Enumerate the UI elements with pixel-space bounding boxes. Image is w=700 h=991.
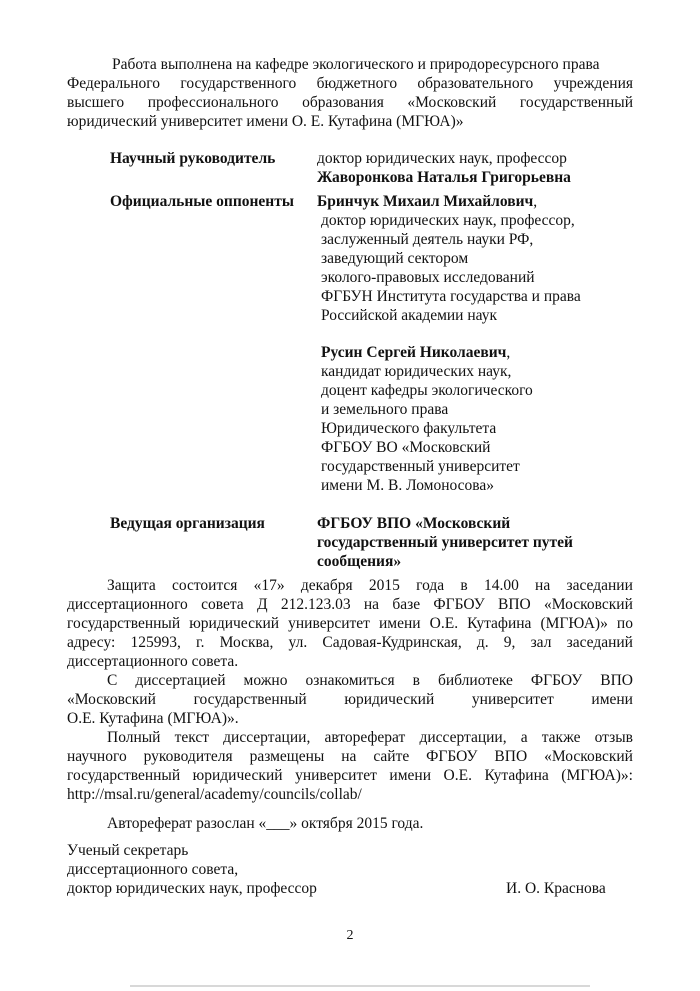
- word: «Московский: [544, 748, 633, 765]
- word: размещены: [249, 748, 325, 765]
- word: профессионального: [147, 94, 279, 111]
- opponent-1-line: заслуженный деятель науки РФ,: [321, 231, 534, 248]
- word: сайте: [373, 748, 410, 765]
- word: имени: [379, 615, 421, 632]
- leading-org-line: сообщения»: [317, 553, 402, 570]
- supervisor-label: Научный руководитель: [110, 150, 276, 167]
- opponent-2-name-suffix: ,: [506, 344, 511, 361]
- word: Полный: [107, 729, 161, 746]
- word: ФГБОУ: [433, 596, 485, 613]
- word: диссертационного: [67, 596, 188, 613]
- fulltext-line: [67, 749, 633, 765]
- word: ВПО: [494, 748, 528, 765]
- defense-line: [67, 597, 633, 613]
- supervisor-name: Жаворонкова Наталья Григорьевна: [317, 169, 571, 186]
- word: университет: [295, 767, 377, 784]
- word: зал: [530, 634, 552, 651]
- word: в: [412, 672, 420, 689]
- opponent-2-line: Юридического факультета: [321, 420, 497, 437]
- word: в: [460, 577, 468, 594]
- word: ФГБОУ: [426, 748, 478, 765]
- word: библиотеке: [437, 672, 513, 689]
- word: диссертацией: [135, 672, 226, 689]
- library-line: О.Е. Кутафина (МГЮА)».: [67, 710, 239, 727]
- word: научного: [67, 748, 127, 765]
- word: О.Е.: [443, 767, 472, 784]
- word: университет: [288, 615, 370, 632]
- opponent-2-line: кандидат юридических наук,: [321, 363, 512, 380]
- word: «Московский: [544, 596, 633, 613]
- word: (МГЮА)»: [540, 615, 608, 632]
- word: декабря: [300, 577, 353, 594]
- word: ул.: [288, 634, 308, 651]
- sent-suffix: » октября 2015 года.: [289, 815, 424, 832]
- word: имени: [389, 767, 431, 784]
- word: на: [535, 577, 551, 594]
- word: заседаний: [566, 634, 633, 651]
- word: «Московский: [407, 94, 497, 111]
- secretary-line: доктор юридических наук, профессор: [67, 880, 317, 897]
- word: «Московский: [67, 691, 156, 708]
- fulltext-line: [67, 768, 633, 784]
- word: можно: [243, 672, 288, 689]
- word: 125993,: [130, 634, 181, 651]
- library-line: [67, 692, 633, 708]
- word: диссертации,: [223, 729, 311, 746]
- word: 2015: [368, 577, 400, 594]
- leading-org-line: ФГБОУ ВПО «Московский: [317, 515, 511, 532]
- word: (МГЮА)»:: [561, 767, 633, 784]
- word: Кутафина: [467, 615, 532, 632]
- word: бюджетного: [316, 75, 398, 92]
- word: на: [363, 596, 380, 613]
- opponent-2-line: и земельного права: [321, 401, 449, 418]
- word: ВПО: [497, 596, 531, 613]
- defense-line: [67, 616, 633, 632]
- word: юридический: [344, 691, 435, 708]
- word: 14.00: [483, 577, 519, 594]
- word: ознакомиться: [305, 672, 395, 689]
- secretary-line: диссертационного совета,: [67, 861, 239, 878]
- word: имени: [591, 691, 633, 708]
- word: года: [416, 577, 445, 594]
- word: О.Е.: [429, 615, 459, 632]
- intro-line: юридический университет имени О. Е. Кутафина (МГЮА)»: [67, 113, 464, 130]
- word: состоится: [171, 577, 238, 594]
- word: совета: [201, 596, 244, 613]
- opponent-1-line: доктор юридических наук, профессор,: [321, 212, 575, 229]
- opponents-label: Официальные оппоненты: [110, 193, 294, 210]
- word: Д: [256, 596, 268, 613]
- word: а: [520, 729, 528, 746]
- word: отзыв: [594, 729, 633, 746]
- page-bottom-edge: [130, 985, 590, 987]
- opponent-1-name-text: Бринчук Михаил Михайлович: [317, 193, 534, 210]
- word: диссертации,: [419, 729, 507, 746]
- word: д.: [476, 634, 489, 651]
- opponent-2-line: государственный университет: [321, 458, 520, 475]
- word: государственного: [180, 75, 297, 92]
- opponent-2-line: имени М. В. Ломоносова»: [321, 477, 495, 494]
- word: «17»: [253, 577, 285, 594]
- word: С: [107, 672, 118, 689]
- word: государственный: [67, 767, 181, 784]
- opponent-1-line: заведующий сектором: [321, 250, 469, 267]
- word: юридический: [192, 767, 283, 784]
- word: Садовая-Кудринская,: [322, 634, 462, 651]
- intro-line: Работа выполнена на кафедре экологического и природоресурсного права: [112, 56, 600, 73]
- opponent-1-line: Российской академии наук: [321, 307, 498, 324]
- word: государственный: [67, 615, 181, 632]
- word: также: [541, 729, 581, 746]
- opponent-1-line: эколого-правовых исследований: [321, 269, 535, 286]
- word: на: [341, 748, 357, 765]
- word: ФГБОУ: [530, 672, 583, 689]
- defense-line: диссертационного совета.: [67, 653, 239, 670]
- word: образования: [302, 94, 384, 111]
- supervisor-degree: доктор юридических наук, профессор: [317, 150, 567, 167]
- sent-line: [107, 816, 423, 832]
- secretary-line: Ученый секретарь: [67, 842, 189, 859]
- intro-line: [67, 95, 633, 111]
- word: базе: [392, 596, 421, 613]
- leading-org-label: Ведущая организация: [110, 515, 265, 532]
- fulltext-line: [107, 730, 633, 746]
- word: государственный: [519, 94, 633, 111]
- defense-line: [107, 578, 633, 594]
- word: Защита: [107, 577, 156, 594]
- intro-line: [67, 76, 633, 92]
- library-line: [107, 673, 633, 689]
- word: 9,: [503, 634, 516, 651]
- word: учреждения: [553, 75, 633, 92]
- opponent-1-name: [317, 194, 537, 210]
- word: государственный: [193, 691, 307, 708]
- word: руководителя: [143, 748, 233, 765]
- word: 212.123.03: [280, 596, 351, 613]
- opponent-2-name-text: Русин Сергей Николаевич: [321, 344, 507, 361]
- word: ВПО: [600, 672, 633, 689]
- word: Кутафина: [484, 767, 549, 784]
- word: Федерального: [67, 75, 161, 92]
- opponent-2-name: [321, 345, 510, 361]
- word: университет: [471, 691, 554, 708]
- page-number: 2: [346, 928, 354, 943]
- fulltext-url: http://msal.ru/general/academy/councils/collab/: [67, 786, 362, 803]
- word: текст: [174, 729, 210, 746]
- word: адресу:: [67, 634, 116, 651]
- sent-prefix: Автореферат разослан «: [107, 815, 267, 832]
- word: заседании: [566, 577, 633, 594]
- word: автореферат: [324, 729, 406, 746]
- word: образовательного: [417, 75, 534, 92]
- opponent-1-line: ФГБУН Института государства и права: [321, 288, 581, 305]
- word: Москва,: [219, 634, 274, 651]
- secretary-name: И. О. Краснова: [506, 880, 606, 897]
- word: высшего: [67, 94, 125, 111]
- word: по: [616, 615, 633, 632]
- opponent-1-name-suffix: ,: [533, 193, 538, 210]
- leading-org-line: государственный университет путей: [317, 534, 573, 551]
- opponent-2-line: доцент кафедры экологического: [321, 382, 533, 399]
- sent-blank: ___: [266, 815, 290, 832]
- defense-line: [67, 635, 633, 651]
- word: г.: [195, 634, 205, 651]
- word: юридический: [189, 615, 280, 632]
- opponent-2-line: ФГБОУ ВО «Московский: [321, 439, 491, 456]
